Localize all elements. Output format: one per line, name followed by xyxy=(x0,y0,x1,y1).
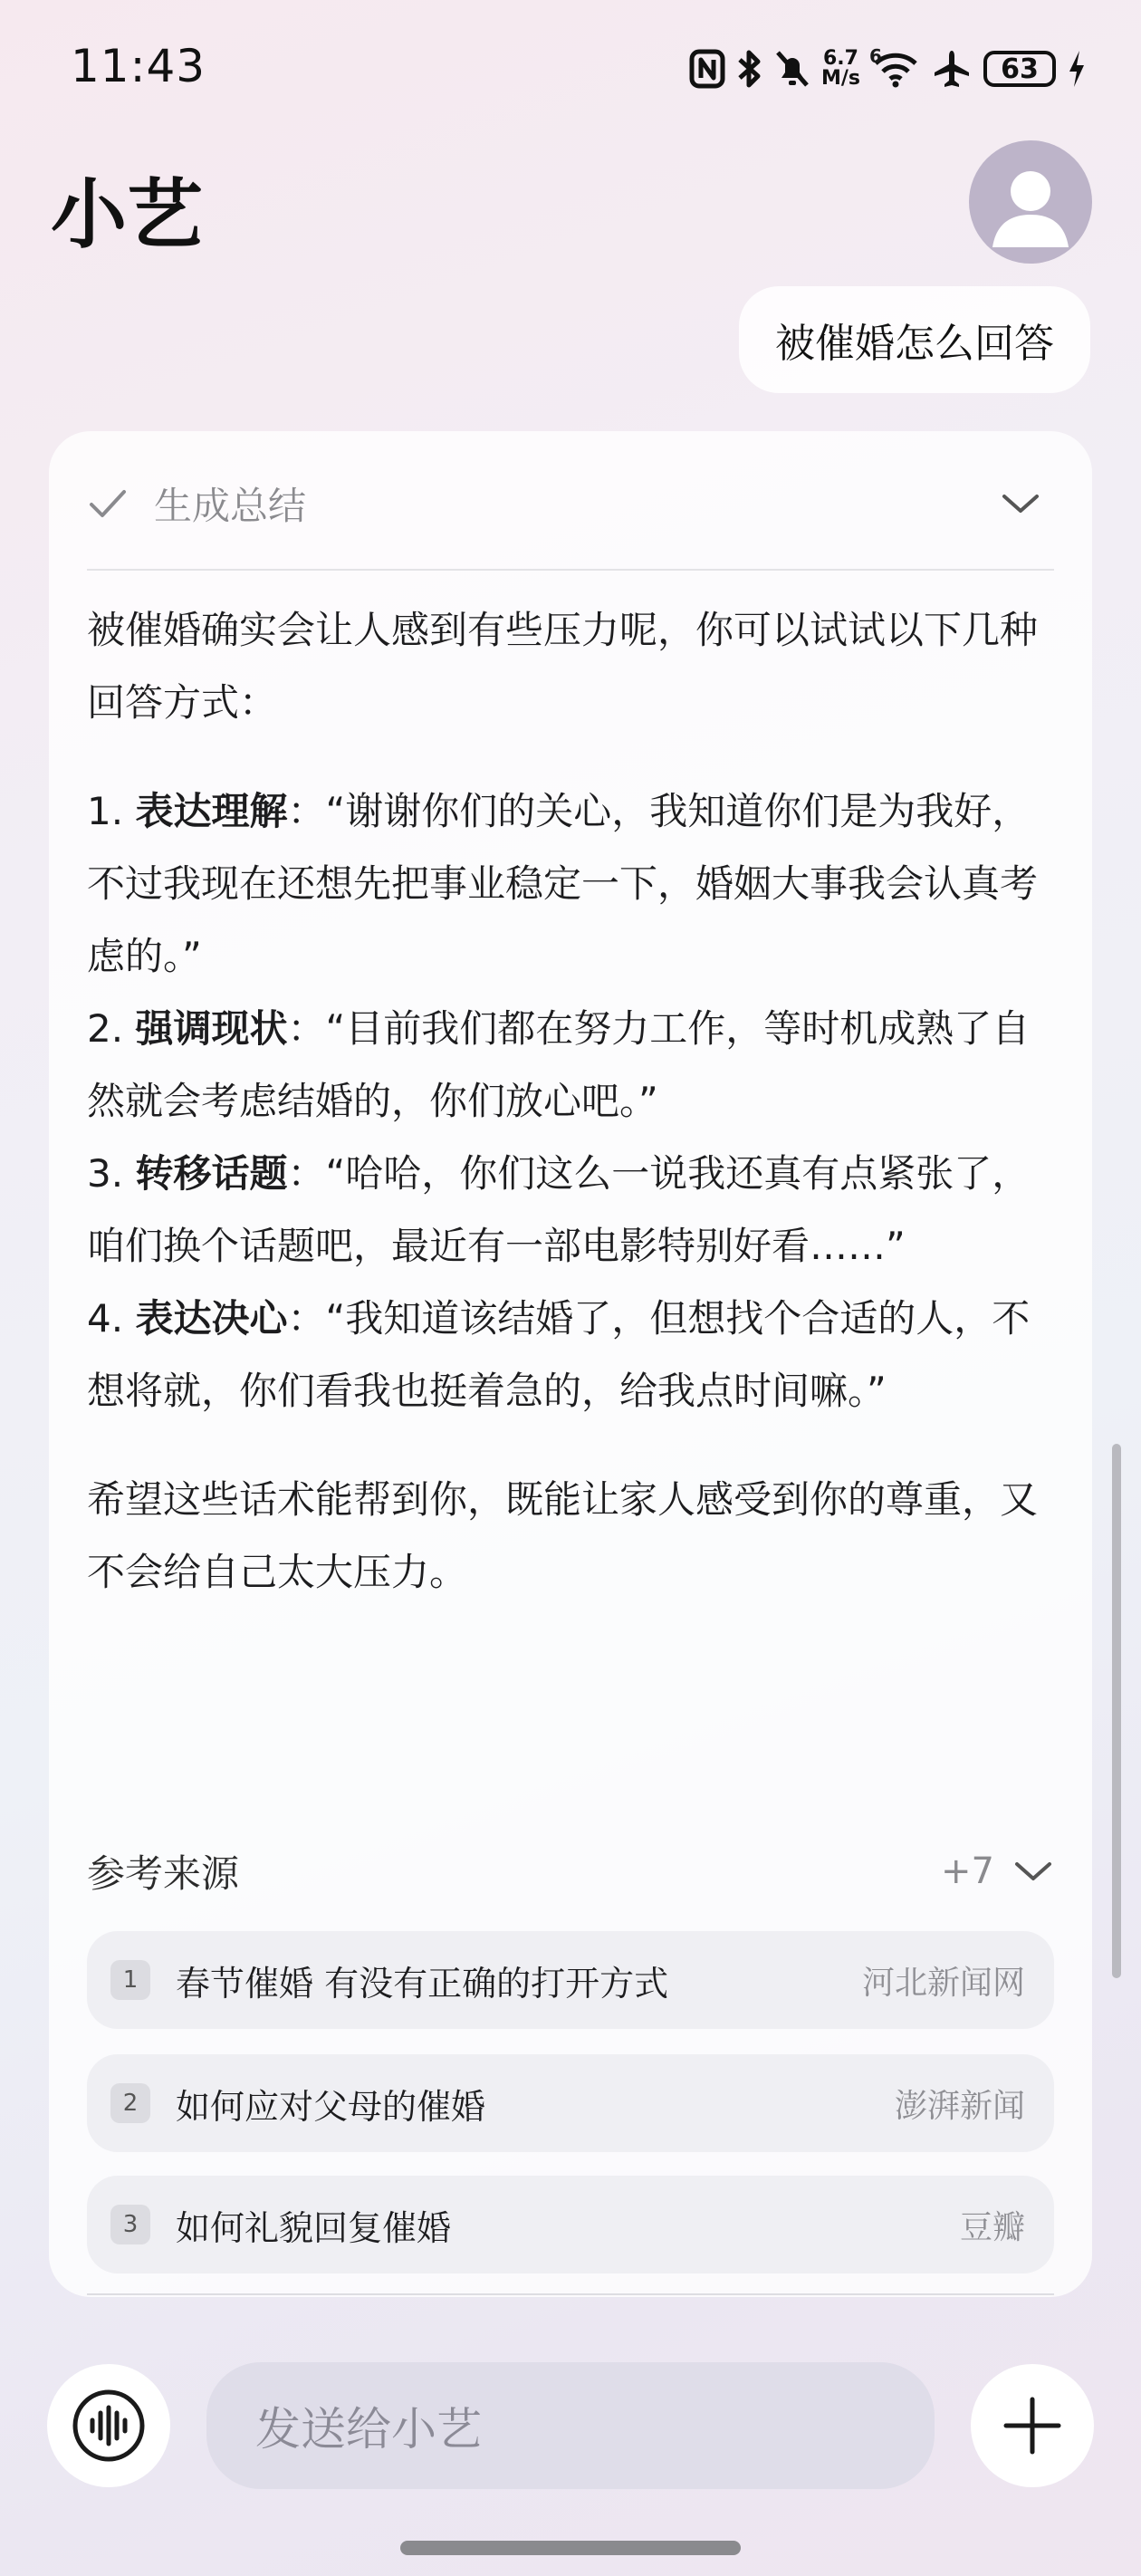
battery-icon: 63 xyxy=(983,47,1056,91)
scrollbar[interactable] xyxy=(1112,1444,1121,1978)
charging-bolt-icon xyxy=(1067,47,1087,91)
chevron-down-icon[interactable] xyxy=(1000,485,1041,522)
reference-number: 1 xyxy=(110,1960,150,2000)
reference-item[interactable] xyxy=(87,2054,1054,2152)
summary-label: 生成总结 xyxy=(154,484,307,528)
answer-intro: 被催婚确实会让人感到有些压力呢，你可以试试以下几种回答方式： xyxy=(87,608,1039,725)
references-more-count: +7 xyxy=(941,1850,994,1892)
reference-number: 2 xyxy=(110,2083,150,2123)
message-input[interactable] xyxy=(206,2362,935,2489)
user-message-text: 被催婚怎么回答 xyxy=(775,321,1054,367)
status-bar xyxy=(0,0,1141,136)
avatar[interactable] xyxy=(969,140,1092,264)
bluetooth-icon xyxy=(736,47,763,91)
answer-closing: 希望这些话术能帮到你，既能让家人感受到你的尊重，又不会给自己太大压力。 xyxy=(87,1477,1039,1594)
add-button[interactable] xyxy=(971,2364,1094,2487)
answer-item: 4. 表达决心：“我知道该结婚了，但想找个合适的人，不想将就，你们看我也挺着急的，给我点时间嘛。” xyxy=(87,1296,1031,1413)
voice-input-button[interactable] xyxy=(47,2364,170,2487)
reference-item[interactable] xyxy=(87,2176,1054,2273)
check-icon xyxy=(87,483,129,524)
answer-item: 3. 转移话题：“哈哈，你们这么一说我还真有点紧张了，咱们换个话题吧，最近有一部电影特别好看……” xyxy=(87,1151,1031,1268)
answer-body xyxy=(87,594,1065,1609)
divider xyxy=(87,2293,1054,2295)
reference-number: 3 xyxy=(110,2205,150,2244)
reference-source: 豆瓣 xyxy=(959,2208,1025,2246)
status-icons xyxy=(689,40,1087,98)
answer-item-title: 强调现状 xyxy=(135,1006,288,1051)
plus-icon xyxy=(1001,2394,1064,2457)
answer-item-title: 转移话题 xyxy=(135,1151,288,1196)
mute-bell-icon xyxy=(774,47,810,91)
reference-title: 如何应对父母的催婚 xyxy=(176,2086,486,2127)
answer-item: 2. 强调现状：“目前我们都在努力工作，等时机成熟了自然就会考虑结婚的，你们放心吧。” xyxy=(87,1006,1031,1123)
chevron-down-icon xyxy=(1012,1853,1054,1889)
reference-title: 如何礼貌回复催婚 xyxy=(176,2207,452,2248)
home-indicator[interactable] xyxy=(400,2541,741,2555)
reference-item[interactable] xyxy=(87,1931,1054,2029)
wifi-icon: 6 xyxy=(871,47,920,91)
references-expand[interactable] xyxy=(941,1835,1054,1908)
message-input-placeholder: 发送给小艺 xyxy=(255,2403,482,2456)
references-title: 参考来源 xyxy=(87,1851,240,1896)
answer-item-title: 表达理解 xyxy=(135,789,288,833)
references-header xyxy=(87,1835,1054,1908)
summary-toggle[interactable] xyxy=(87,467,1054,540)
user-silhouette-icon xyxy=(969,140,1092,264)
answer-item: 1. 表达理解：“谢谢你们的关心，我知道你们是为我好，不过我现在还想先把事业稳定一下，婚姻大事我会认真考虑的。” xyxy=(87,789,1039,978)
nfc-icon xyxy=(689,47,725,91)
status-time: 11:43 xyxy=(71,40,206,92)
divider xyxy=(87,569,1054,571)
reference-source: 河北新闻网 xyxy=(861,1964,1025,2002)
reference-source: 澎湃新闻 xyxy=(894,2087,1025,2125)
reference-title: 春节催婚 有没有正确的打开方式 xyxy=(176,1963,669,2004)
answer-item-title: 表达决心 xyxy=(135,1296,288,1341)
airplane-icon xyxy=(931,47,973,91)
page-title: 小艺 xyxy=(51,170,204,259)
network-speed: 6.7 M/s xyxy=(820,47,860,90)
user-message-bubble[interactable] xyxy=(739,286,1090,393)
voice-wave-icon xyxy=(71,2388,147,2464)
answer-card xyxy=(49,431,1092,2297)
